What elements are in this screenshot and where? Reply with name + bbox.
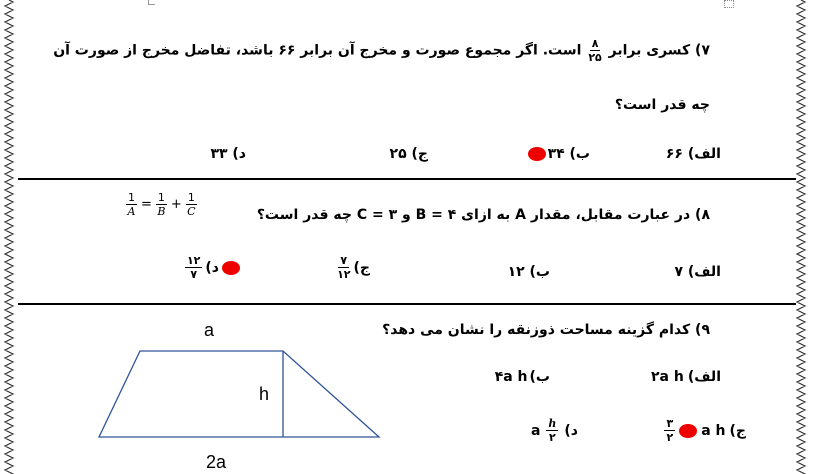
q9-option-d-label: د) <box>564 422 578 439</box>
figure-label-top: a <box>204 320 215 340</box>
q9-option-d-frac <box>546 418 558 443</box>
page-border-right <box>795 0 807 474</box>
frac-den: ۲ <box>549 431 556 444</box>
q7-frac-num: ۸ <box>591 37 599 50</box>
q9-option-a-label: الف) <box>687 369 721 385</box>
formula-num: 1 <box>157 191 165 204</box>
trapezoid-figure <box>95 345 385 441</box>
frac-den: ۱۲ <box>337 268 351 281</box>
formula-den: C <box>187 205 196 218</box>
frac-num: ۳ <box>666 417 674 430</box>
q9-option-c-expr: a h <box>701 422 726 439</box>
q9-text: ۹) کدام گزینه مساحت ذوزنقه را نشان می دهد؟ <box>382 322 710 338</box>
q7-option-a[interactable]: الف) ۶۶ <box>665 146 721 162</box>
divider <box>18 303 796 305</box>
formula-frac-b <box>156 192 167 217</box>
formula-den: A <box>127 205 136 218</box>
q8-option-b[interactable]: ب) ۱۲ <box>507 264 550 280</box>
frac-den: ۷ <box>190 268 198 281</box>
formula-den: B <box>157 205 166 218</box>
q7-option-b-label: ب) ۳۴ <box>547 146 590 162</box>
formula-frac-a <box>126 192 137 217</box>
answer-marker-dot <box>679 424 697 438</box>
formula-equals: = <box>141 197 152 212</box>
q7-option-c[interactable]: ج) ۲۵ <box>389 146 428 162</box>
header-mark <box>148 0 155 5</box>
q9-option-a[interactable] <box>651 369 721 385</box>
q9-option-c-frac <box>664 418 675 443</box>
q8-option-a[interactable]: الف) ۷ <box>674 264 721 280</box>
frac-num: h <box>548 417 557 430</box>
q8-formula <box>126 192 197 217</box>
q8-option-c-frac <box>337 255 350 280</box>
formula-frac-c <box>186 192 197 217</box>
q7-text-a: ۷) کسری برابر <box>608 42 710 59</box>
q7-frac-den: ۲۵ <box>588 51 602 64</box>
q9-option-b-label: ب) <box>529 369 550 385</box>
q8-option-d[interactable] <box>185 255 240 280</box>
page-border-left <box>3 0 15 474</box>
q9-option-c[interactable] <box>664 418 746 443</box>
q7-line1 <box>53 38 710 63</box>
q8-option-c-label: ج) <box>353 259 370 276</box>
q8-option-c[interactable] <box>337 255 370 280</box>
q7-line2: چه قدر است؟ <box>614 97 710 113</box>
frac-num: ۷ <box>340 254 348 267</box>
frac-den: ۲ <box>666 431 674 444</box>
q7-text-b: است. اگر مجموع صورت و مخرج آن برابر ۶۶ باشد، تفاضل مخرج از صورت آن <box>53 42 582 59</box>
header-mark <box>724 0 734 8</box>
q8-option-d-label: د) <box>205 259 219 276</box>
q9-option-b-expr: ۴a h <box>494 369 528 385</box>
q7-option-d[interactable]: د) ۳۳ <box>210 146 246 162</box>
trapezoid-shape <box>99 351 379 437</box>
answer-marker-dot <box>222 261 240 275</box>
answer-marker-dot <box>528 147 546 161</box>
figure-label-bottom: 2a <box>206 452 227 472</box>
figure-label-height: h <box>259 384 270 404</box>
q9-option-c-label: ج) <box>729 422 746 439</box>
formula-num: 1 <box>187 191 195 204</box>
divider <box>18 178 796 180</box>
q9-option-a-expr: ۲a h <box>651 369 684 385</box>
q9-option-d-pre: a <box>530 422 541 439</box>
formula-plus: + <box>170 197 182 212</box>
q8-option-d-frac <box>185 255 202 280</box>
formula-num: 1 <box>128 191 135 204</box>
q7-option-b[interactable] <box>528 146 590 162</box>
q9-option-b[interactable] <box>495 369 550 385</box>
q7-fraction <box>588 38 601 63</box>
q8-text: ۸) در عبارت مقابل، مقدار A به ازای ۴ = B و ۳ = C چه قدر است؟ <box>256 207 710 223</box>
q9-option-d[interactable] <box>531 418 578 443</box>
frac-num: ۱۲ <box>186 254 201 267</box>
